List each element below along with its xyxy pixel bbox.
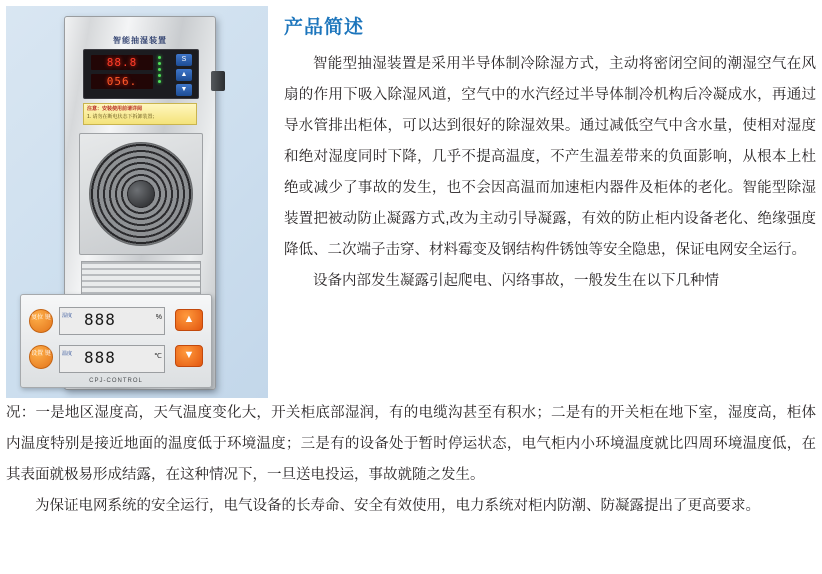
setting-button: 设置 键: [29, 345, 53, 369]
panel-caption: CPJ-CONTROL: [89, 378, 143, 384]
humidity-display: [59, 307, 165, 335]
controller-key-pad: [176, 54, 194, 99]
warning-label-heading: 注意：安装使用前请详阅: [87, 106, 143, 112]
warning-label-line1: 1. 请勿在断电状态下拆卸装置；: [87, 113, 158, 120]
controller-key-up: ▲: [176, 69, 192, 81]
led-indicator: [158, 80, 161, 83]
controller-key-set: S: [176, 54, 192, 66]
controller-display-bottom: 056.: [91, 74, 153, 89]
fan-housing: [79, 133, 203, 255]
humidity-value: 888: [84, 310, 116, 329]
fan-grille-icon: [89, 142, 193, 246]
humidity-label: 湿度: [62, 313, 73, 319]
led-indicator: [158, 56, 161, 59]
device-controller-panel: [83, 49, 199, 99]
up-arrow-button: ▲: [175, 309, 203, 331]
device-title-label: 智能抽湿装置: [113, 36, 167, 45]
led-indicator: [158, 74, 161, 77]
down-arrow-button: ▼: [175, 345, 203, 367]
controller-display-top: 88.8: [91, 55, 153, 70]
humidity-controller-panel: [20, 294, 212, 388]
article-full-width: [6, 398, 816, 522]
controller-indicator-leds: [158, 56, 172, 90]
paragraph-2-continued: 况：一是地区湿度高，天气温度变化大，开关柜底部湿润，有的电缆沟甚至有积水；二是有的开关柜在地下室，湿度高，柜体内温度特别是接近地面的温度低于环境温度；三是有的设备处于暂时停运状态，电气柜内小环境温度就比四周环境温度低，在其表面就极易形成结露，在这种情况下，一旦送电投运，事故就随之发生。: [6, 405, 816, 483]
page-title: 产品简述: [284, 17, 365, 38]
product-image: [6, 6, 268, 398]
paragraph-3: 为保证电网系统的安全运行，电气设备的长寿命、安全有效使用，电力系统对柜内防潮、防凝露提出了更高要求。: [35, 498, 760, 514]
temperature-value: 888: [84, 348, 116, 367]
reset-button: 复位 键: [29, 309, 53, 333]
controller-key-down: ▼: [176, 84, 192, 96]
side-connector: [211, 71, 225, 91]
vent-slots: [81, 261, 201, 295]
fan-hub: [128, 181, 154, 207]
temperature-label: 温度: [62, 351, 73, 357]
warning-label: [83, 103, 197, 125]
paragraph-2-start: 设备内部发生凝露引起爬电、闪络事故，一般发生在以下几种情: [313, 273, 719, 289]
humidity-unit: %: [155, 314, 162, 321]
temperature-display: [59, 345, 165, 373]
led-indicator: [158, 62, 161, 65]
article-column: [284, 8, 816, 297]
temperature-unit: ℃: [154, 353, 162, 360]
led-indicator: [158, 68, 161, 71]
paragraph-1: 智能型抽湿装置是采用半导体制冷除湿方式，主动将密闭空间的潮湿空气在风扇的作用下吸入除湿风道，空气中的水汽经过半导体制冷机构后冷凝成水，再通过导水管排出柜体，可以达到很好的除湿效果。通过减低空气中含水量，使相对湿度和绝对湿度同时下降，几乎不提高温度，不产生温差带来的负面影响，从根本上杜绝或减少了事故的发生，也不会因高温而加速柜内器件及柜体的老化。智能型除湿装置把被动防止凝露方式,改为主动引导凝露，有效的防止柜内设备老化、绝缘强度降低、二次端子击穿、材料霉变及钢结构件锈蚀等安全隐患，保证电网安全运行。: [284, 56, 816, 258]
